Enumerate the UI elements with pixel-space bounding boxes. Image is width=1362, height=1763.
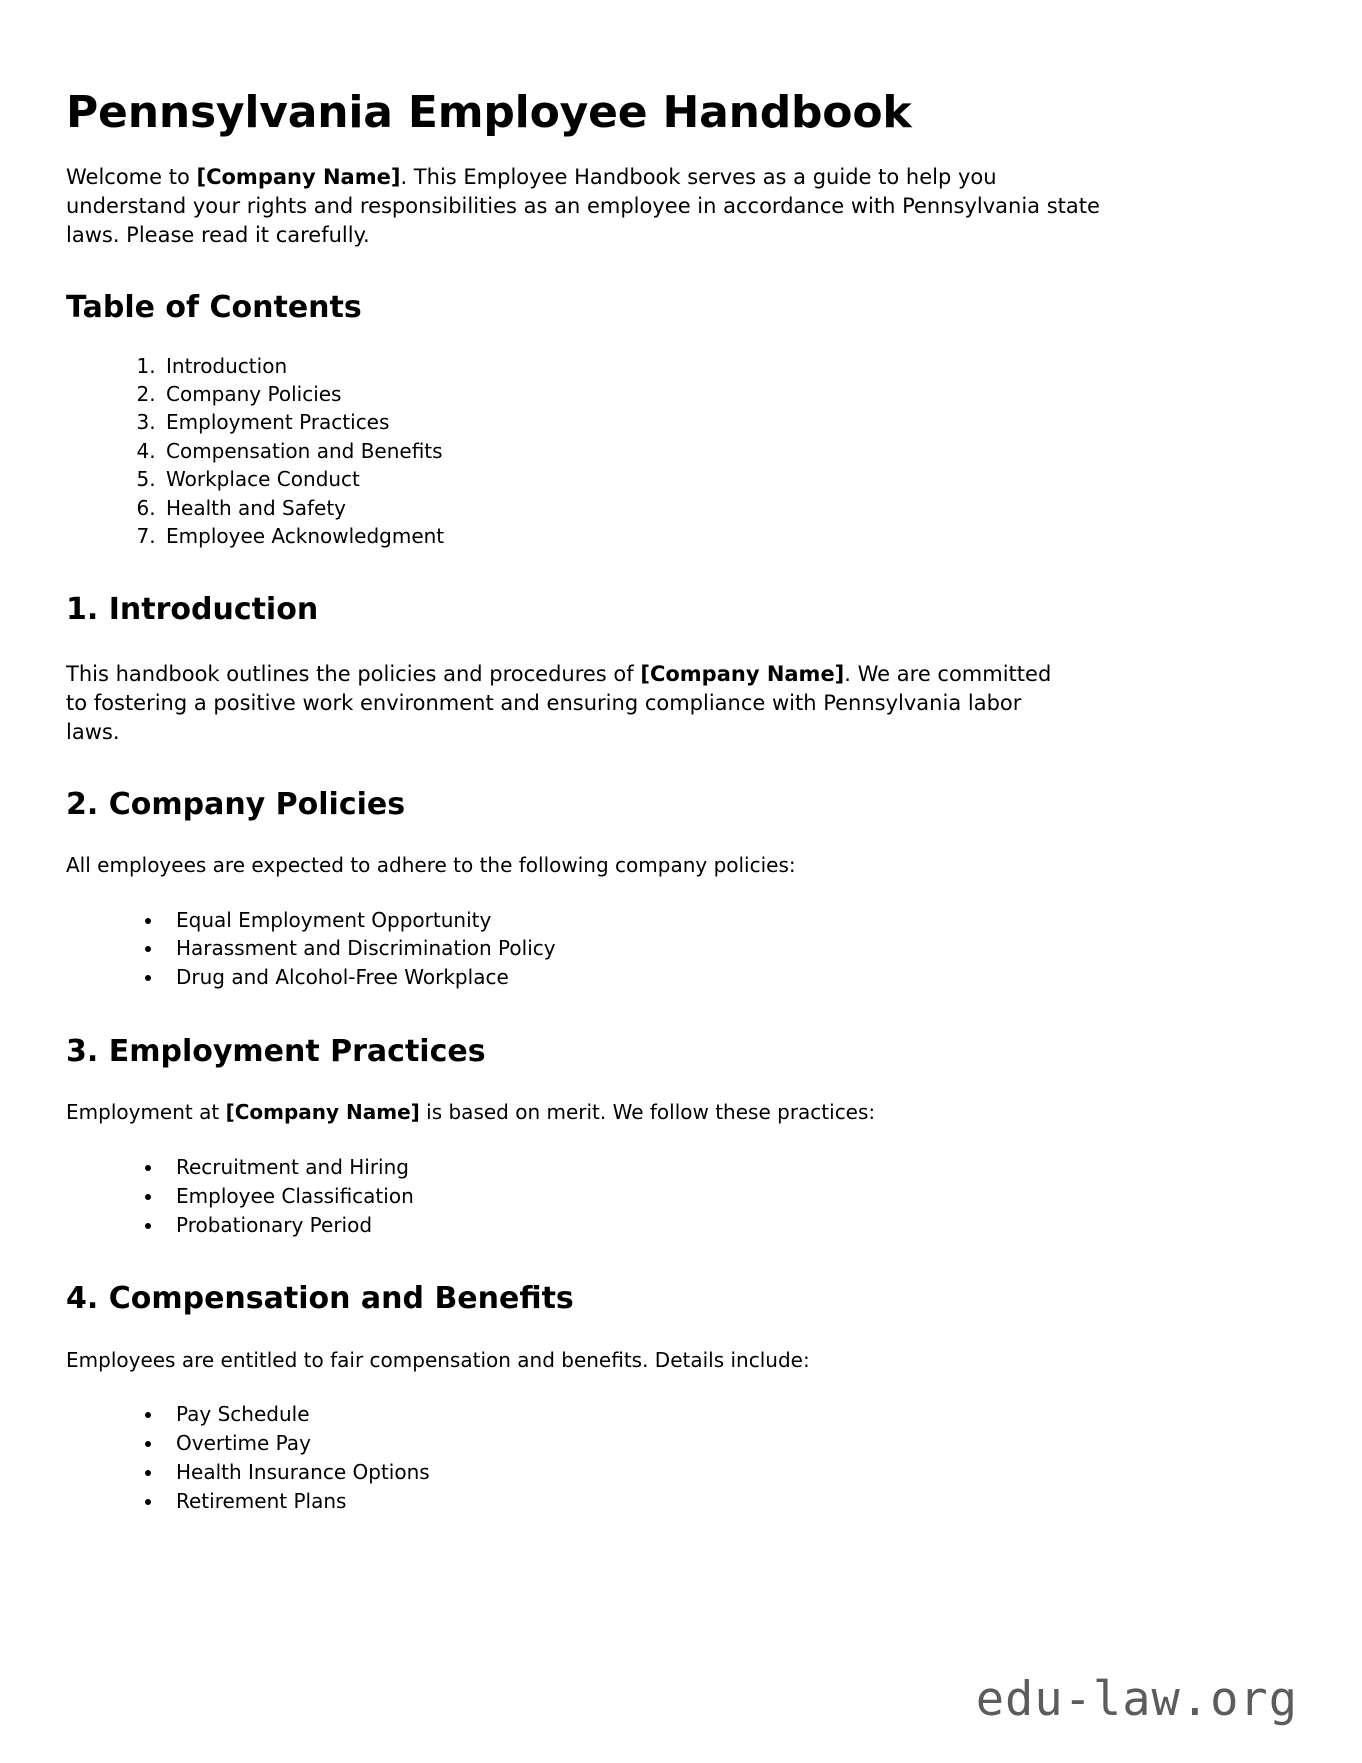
section-heading-company-policies: 2. Company Policies [66, 786, 406, 822]
list-item: • Drug and Alcohol-Free Workplace [164, 963, 1282, 992]
section-paragraph-compensation-and-benefits [66, 1347, 1121, 1375]
list-item: 6. Health and Safety [162, 494, 1282, 522]
section-paragraph-employment-practices [66, 1099, 1121, 1127]
list-item: 4. Compensation and Benefits [162, 437, 1282, 465]
list-item: 7. Employee Acknowledgment [162, 522, 1282, 550]
paragraph-text-before: All employees are expected to adhere to the following company policies: [66, 852, 796, 877]
company-policies-list [66, 906, 1282, 992]
employment-practices-list [66, 1153, 1282, 1239]
list-item: • Probationary Period [164, 1211, 1282, 1240]
list-item: • Harassment and Discrimination Policy [164, 934, 1282, 963]
welcome-text-after: . This Employee Handbook serves as a guide to help you understand your rights and responsibilities as an employee in accordance with Pennsylvania state laws. Please read it carefully. [66, 165, 1100, 248]
section-paragraph-introduction [66, 660, 1066, 747]
page-title: Pennsylvania Employee Handbook [66, 87, 912, 138]
paragraph-text-after: . We are committed to fostering a positive work environment and ensuring compliance with Pennsylvania labor laws. [66, 661, 1052, 744]
list-item: • Health Insurance Options [164, 1458, 1282, 1487]
list-item: • Retirement Plans [164, 1487, 1282, 1516]
compensation-and-benefits-list [66, 1400, 1282, 1515]
paragraph-text-after: is based on merit. We follow these practices: [419, 1100, 876, 1125]
table-of-contents-list [66, 352, 1282, 551]
company-name-placeholder: [Company Name] [640, 661, 845, 686]
list-item: • Pay Schedule [164, 1400, 1282, 1429]
company-name-placeholder: [Company Name] [225, 1100, 420, 1125]
section-heading-employment-practices: 3. Employment Practices [66, 1033, 486, 1069]
section-heading-introduction: 1. Introduction [66, 592, 319, 628]
list-item: 2. Company Policies [162, 380, 1282, 408]
section-paragraph-company-policies [66, 852, 1121, 880]
list-item: 3. Employment Practices [162, 408, 1282, 436]
list-item: • Equal Employment Opportunity [164, 906, 1282, 935]
list-item: 5. Workplace Conduct [162, 465, 1282, 493]
paragraph-text-before: Employment at [66, 1100, 226, 1125]
table-of-contents-heading: Table of Contents [66, 290, 362, 326]
site-watermark: edu-law.org [975, 1672, 1298, 1727]
welcome-paragraph [66, 163, 1121, 250]
list-item: 1. Introduction [162, 352, 1282, 380]
list-item: • Recruitment and Hiring [164, 1153, 1282, 1182]
list-item: • Overtime Pay [164, 1429, 1282, 1458]
paragraph-text-before: This handbook outlines the policies and procedures of [66, 661, 641, 686]
welcome-text-before: Welcome to [66, 165, 197, 190]
company-name-placeholder: [Company Name] [196, 165, 401, 190]
list-item: • Employee Classification [164, 1182, 1282, 1211]
section-heading-compensation-and-benefits: 4. Compensation and Benefits [66, 1281, 574, 1317]
paragraph-text-before: Employees are entitled to fair compensation and benefits. Details include: [66, 1347, 810, 1372]
